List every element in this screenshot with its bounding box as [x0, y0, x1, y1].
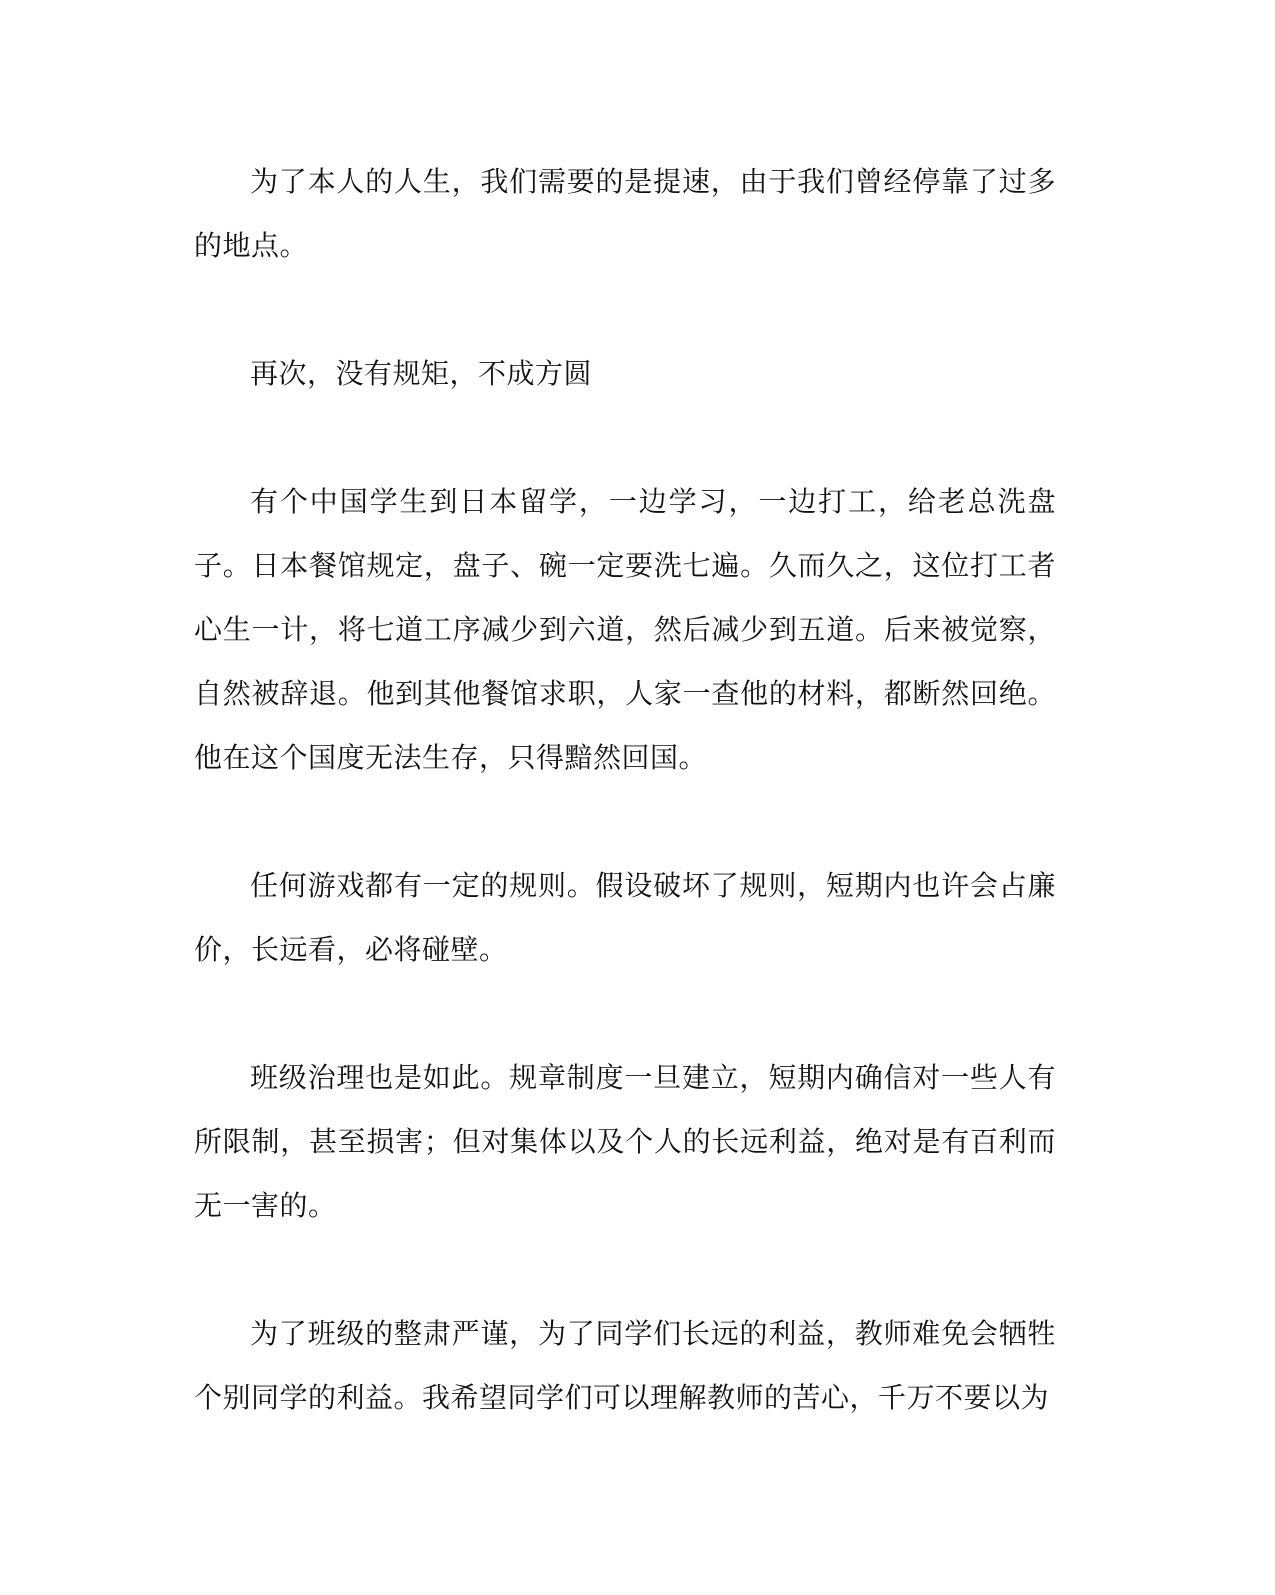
paragraph-teacher-sacrifice: 为了班级的整肃严谨，为了同学们长远的利益，教师难免会牺牲个别同学的利益。我希望同学们可以理解教师的苦心，千万不要以为: [194, 1317, 1056, 1414]
paragraph-speed-up: 为了本人的人生，我们需要的是提速，由于我们曾经停靠了过多的地点。: [194, 165, 1056, 262]
paragraph-class-management: 班级治理也是如此。规章制度一旦建立，短期内确信对一些人有所限制，甚至损害；但对集体以及个人的长远利益，绝对是有百利而无一害的。: [194, 1061, 1056, 1222]
paragraph-story-student-japan: 有个中国学生到日本留学，一边学习，一边打工，给老总洗盘子。日本餐馆规定，盘子、碗一定要洗七遍。久而久之，这位打工者心生一计，将七道工序减少到六道，然后减少到五道。后来被觉察，自然被辞退。他到其他餐馆求职，人家一查他的材料，都断然回绝。他在这个国度无法生存，只得黯然回国。: [194, 485, 1056, 774]
paragraph-heading-rules: 再次，没有规矩，不成方圆: [250, 357, 593, 390]
paragraph-game-rules: 任何游戏都有一定的规则。假设破坏了规则，短期内也许会占廉价，长远看，必将碰壁。: [194, 869, 1056, 966]
